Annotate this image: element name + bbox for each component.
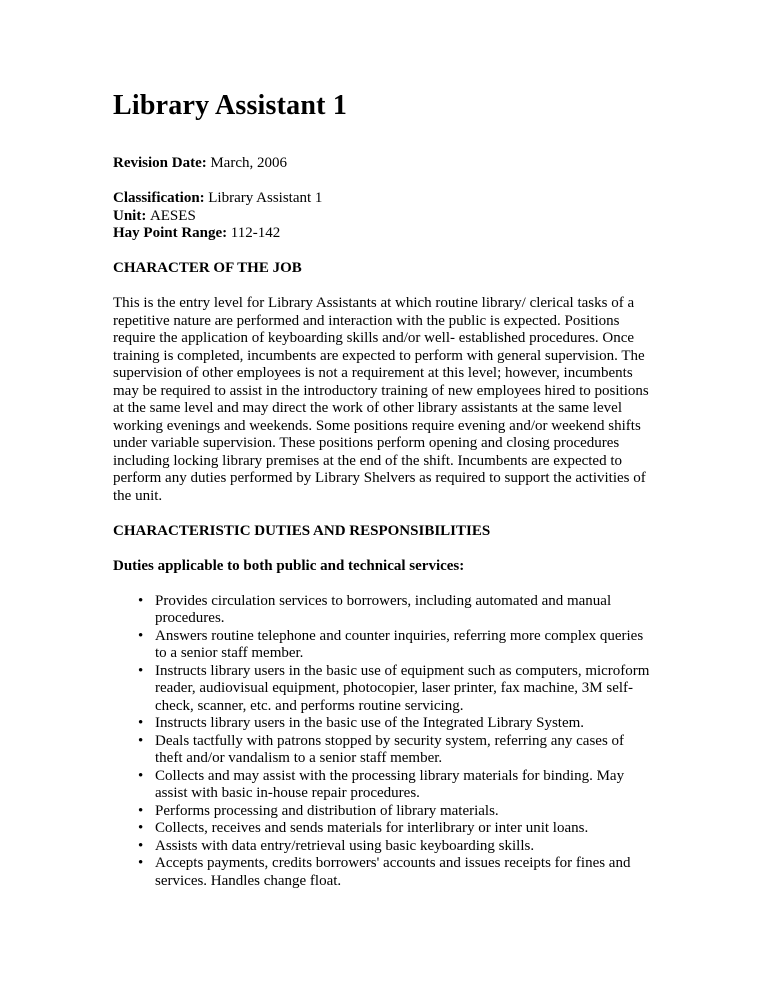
bullet-item: • Deals tactfully with patrons stopped by security system, referring any cases of theft and/or vandalism to a senior staff member. <box>113 733 653 768</box>
bullet-item: • Performs processing and distribution of library materials. <box>113 803 653 821</box>
unit-value: AESES <box>149 207 196 224</box>
unit-label: Unit: <box>113 207 147 224</box>
section-heading-character-of-the-job: CHARACTER OF THE JOB <box>113 260 302 276</box>
unit-line <box>113 208 653 226</box>
revision-date-label: Revision Date: <box>113 155 207 171</box>
page-title: Library Assistant 1 <box>113 90 348 121</box>
bullet-item: • Instructs library users in the basic use of equipment such as computers, microform reader, audiovisual equipment, photocopier, laser printer, fax machine, 3M self-check, scanner, etc. and performs routine servicing. <box>113 663 653 716</box>
character-of-the-job-paragraph: This is the entry level for Library Assistants at which routine library/ clerical tasks of a repetitive nature are performed and interaction with the public is expected. Positions require the application of keyboarding skills and/or well- established procedures. Once training is completed, incumbents are expected to perform with general supervision. The supervision of other employees is not a requirement at this level; however, incumbents may be required to assist in the introductory training of new employees hired to positions at the same level and may direct the work of other library assistants at the same level working evenings and weekends. Some positions require evening and/or weekend shifts under variable supervision. These positions perform opening and closing procedures including locking library premises at the end of the shift. Incumbents are expected to perform any duties performed by Library Shelvers as required to support the activities of the unit. <box>113 295 649 504</box>
duties-bullet-list <box>113 593 653 891</box>
duties-subheading: Duties applicable to both public and technical services: <box>113 557 465 574</box>
bullet-item: • Instructs library users in the basic use of the Integrated Library System. <box>113 715 653 733</box>
classification-line <box>113 190 653 208</box>
bullet-item: • Accepts payments, credits borrowers' accounts and issues receipts for fines and services. Handles change float. <box>113 855 653 890</box>
classification-block <box>113 190 653 243</box>
bullet-item: • Provides circulation services to borrowers, including automated and manual procedures. <box>113 593 653 628</box>
revision-date-line <box>113 154 653 173</box>
classification-value: Library Assistant 1 <box>208 190 323 206</box>
hay-point-range-value: 112-142 <box>230 225 281 241</box>
hay-point-range-line <box>113 225 653 243</box>
bullet-item: • Collects and may assist with the processing library materials for binding. May assist with basic in-house repair procedures. <box>113 768 653 803</box>
bullet-item: • Collects, receives and sends materials for interlibrary or inter unit loans. <box>113 820 653 838</box>
hay-point-range-label: Hay Point Range: <box>113 225 228 241</box>
classification-label: Classification: <box>113 190 205 206</box>
section-heading-characteristic-duties: CHARACTERISTIC DUTIES AND RESPONSIBILITIES <box>113 522 491 539</box>
bullet-item: • Assists with data entry/retrieval using basic keyboarding skills. <box>113 838 653 856</box>
revision-date-value: March, 2006 <box>210 155 287 171</box>
bullet-item: • Answers routine telephone and counter inquiries, referring more complex queries to a senior staff member. <box>113 628 653 663</box>
